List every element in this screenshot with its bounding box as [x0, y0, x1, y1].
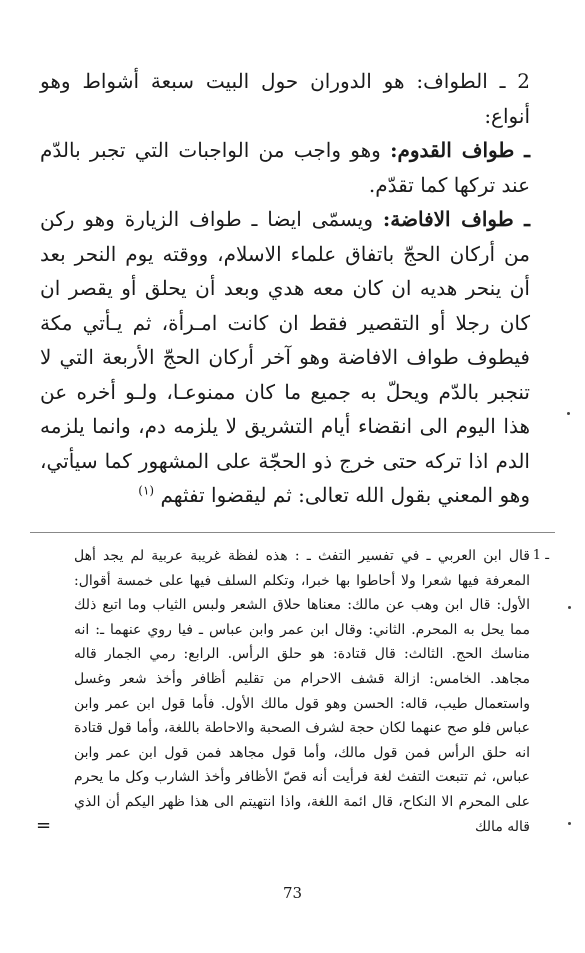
footnote-reference: (١) [138, 483, 155, 498]
main-text [40, 64, 530, 513]
text-tawaf-ifada: ويسمّى ايضا ـ طواف الزيارة وهو ركن من أركان الحجّ باتفاق علماء الاسلام، ووقته يوم النحر بعد أن ينحر هديه ان كان معه هدي وبعد أن يحلق أو يقصر ان كان رجلا أو التقصير فقط ان كانت امـرأة، ثم يـأتي مكة فيطوف طواف الافاضة وهو آخر أركان الحجّ الأربعة التي لا تنجبر بالدّم ويحلّ به جميع ما كان ممنوعـا، ولـو أخره عن هذا اليوم الى انقضاء أيام التشريق لا يلزمه دم، وانما يلزمه الدم اذا تركه حتى خرج ذو الحجّة على المشهور كما سيأتي، وهو المعني بقول الله تعالى: ثم ليقضوا تفثهم [40, 207, 530, 507]
footnote-separator [30, 532, 555, 533]
footnote-paragraph: قال ابن العربي ـ في تفسير التفث ـ : هذه لفظة غريبة عربية لم يجد أهل المعرفة فيها شعرا ولا أحاطوا بها خبرا، وتكلم السلف فيها على خمسة أقوال: الأول: قال ابن وهب عن مالك: معناها حلاق الشعر ولبس الثياب وما اتبع ذلك مما يحل به المحرم. الثاني: وقال ابن عمر وابن عباس ـ فيا روي عنهما ـ: انه مناسك الحج. الثالث: قال قتادة: هو حلق الرأس. الرابع: رمي الجمار قاله مجاهد. الخامس: ازالة قشف الاحرام من تقليم أظافر وأخذ شعر وغسل واستعمال طيب، قاله: الحسن وهو قول مالك الأول. فأما قول ابن عمر وابن عباس فلو صح عنهما لكان حجة لشرف الصحبة والاحاطة باللغة، وأما قول قتادة انه حلق الرأس فمن قول مالك، وأما قول مجاهد فمن قول ابن عمر وابن عباس، ثم تتبعت التفث لغة فرأيت أنه قصّ الأظافر وأخذ الشارب وكل ما يحرم على المحرم الا النكاح، قال ائمة اللغة، واذا انتهيتم الى هذا ظهر اليكم أن الذي قاله مالك [74, 548, 530, 835]
page-number: 73 [282, 884, 303, 902]
paragraph-tawaf-ifada [40, 202, 530, 513]
footnote-number: 1 ـ [532, 548, 549, 563]
heading-tawaf-ifada: ـ طواف الافاضة: [382, 207, 530, 231]
margin-dot [567, 412, 570, 415]
paragraph-tawaf-intro: 2 ـ الطواف: هو الدوران حول البيت سبعة أشواط وهو أنواع: [40, 69, 530, 128]
text-tawaf-qudum: وهو واجب من الواجبات التي تجبر بالدّم عند تركها كما تقدّم. [40, 138, 530, 197]
margin-dot [568, 606, 571, 609]
continuation-mark: = [36, 815, 52, 836]
paragraph-tawaf-qudum [40, 133, 530, 202]
footnote-text [74, 544, 530, 839]
margin-dot [568, 822, 571, 825]
heading-tawaf-qudum: ـ طواف القدوم: [390, 138, 531, 162]
